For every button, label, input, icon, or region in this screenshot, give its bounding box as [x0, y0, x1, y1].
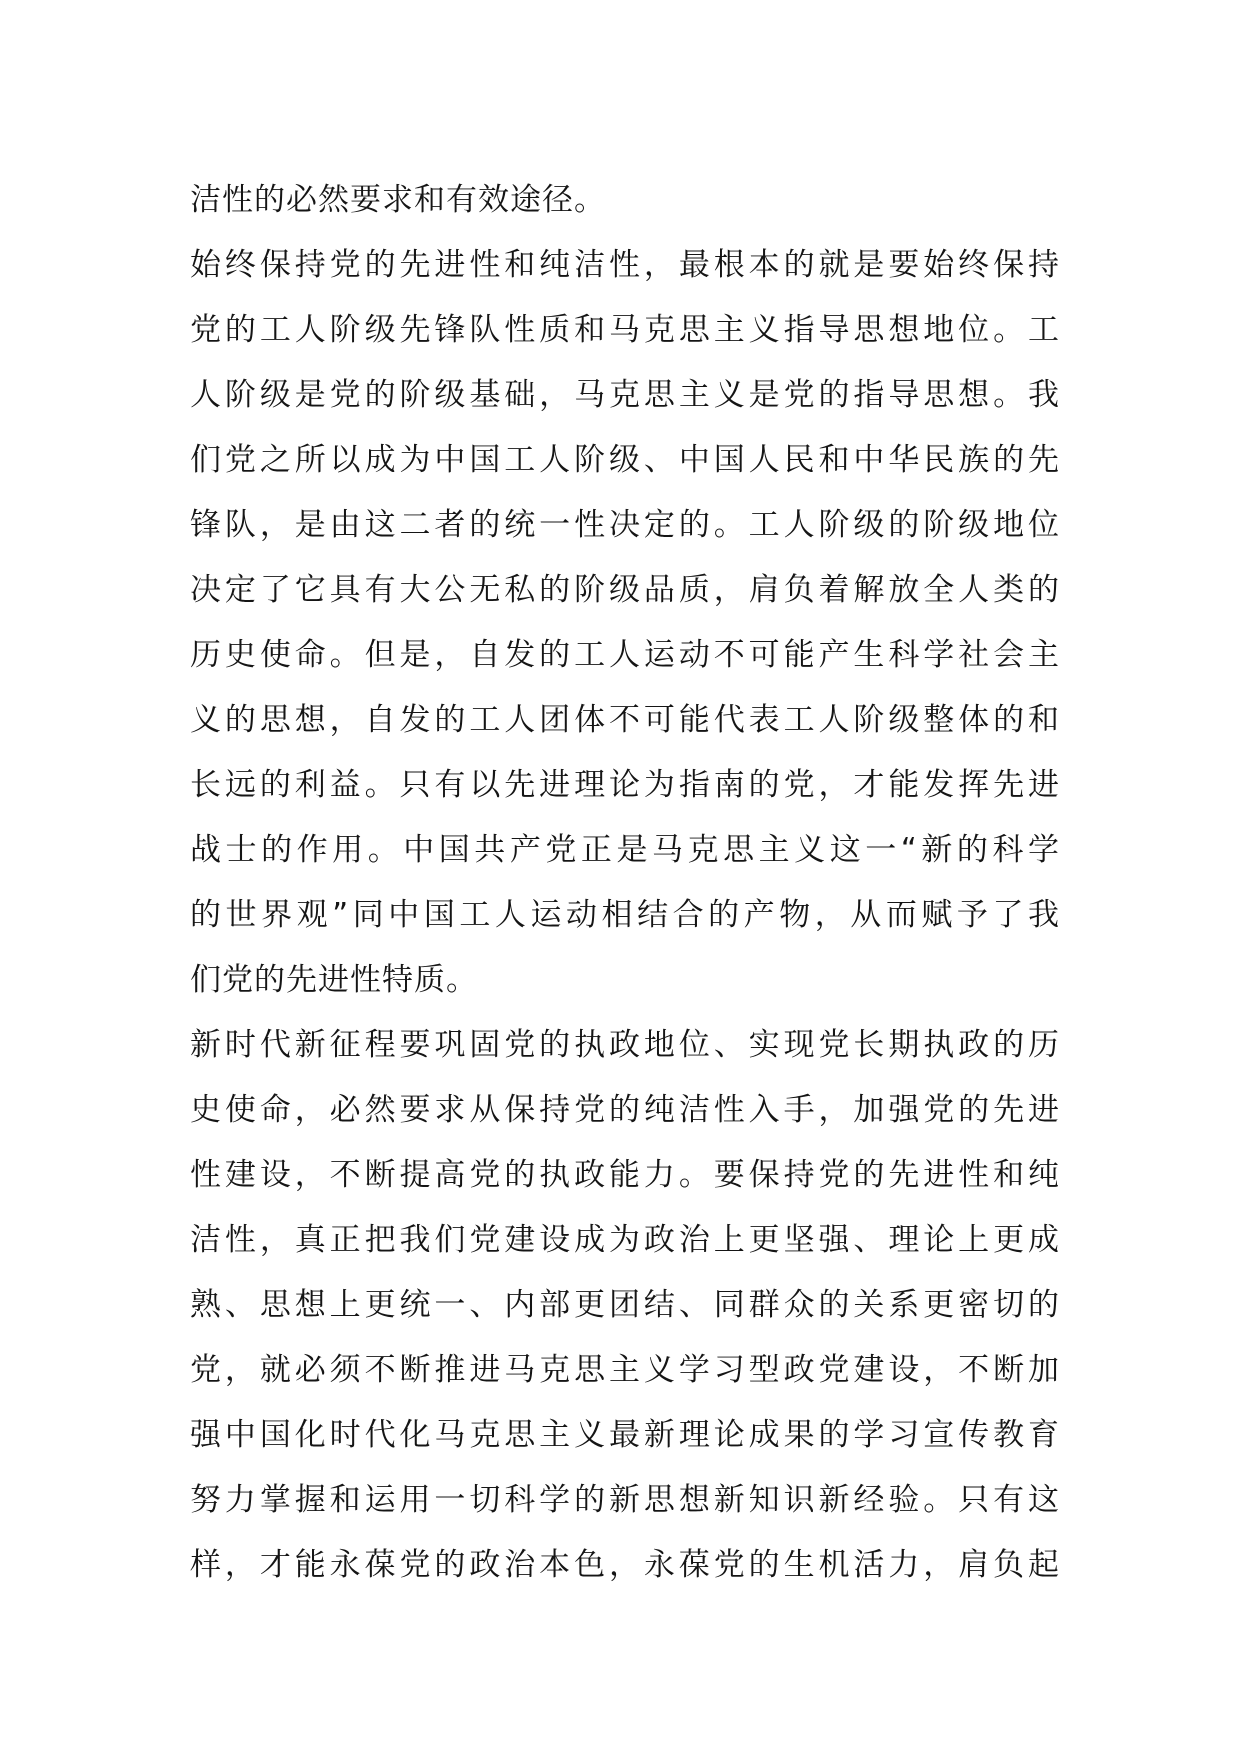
text-line: 们党的先进性特质。: [190, 962, 478, 998]
text-line: 锋队，是由这二者的统一性决定的。工人阶级的阶级地位: [190, 507, 1060, 543]
text-line: 党的工人阶级先锋队性质和马克思主义指导思想地位。工: [190, 312, 1060, 348]
text-line: 洁性的必然要求和有效途径。: [190, 182, 606, 218]
text-line: 长远的利益。只有以先进理论为指南的党，才能发挥先进: [190, 767, 1060, 803]
text-line: 样，才能永葆党的政治本色，永葆党的生机活力，肩负起: [190, 1547, 1060, 1583]
text-line: 性建设，不断提高党的执政能力。要保持党的先进性和纯: [190, 1157, 1060, 1193]
text-line: 的世界观”同中国工人运动相结合的产物，从而赋予了我: [190, 897, 1060, 933]
text-line: 们党之所以成为中国工人阶级、中国人民和中华民族的先: [190, 442, 1060, 478]
text-line: 努力掌握和运用一切科学的新思想新知识新经验。只有这: [190, 1482, 1060, 1518]
text-line: 党，就必须不断推进马克思主义学习型政党建设，不断加: [190, 1352, 1060, 1388]
text-line: 义的思想，自发的工人团体不可能代表工人阶级整体的和: [190, 702, 1060, 738]
text-line: 熟、思想上更统一、内部更团结、同群众的关系更密切的: [190, 1287, 1060, 1323]
text-line: 洁性，真正把我们党建设成为政治上更坚强、理论上更成: [190, 1222, 1060, 1258]
text-line: 历史使命。但是，自发的工人运动不可能产生科学社会主: [190, 637, 1060, 673]
text-line: 战士的作用。中国共产党正是马克思主义这一“新的科学: [190, 832, 1060, 868]
body-text: [190, 168, 1060, 1598]
text-line: 始终保持党的先进性和纯洁性，最根本的就是要始终保持: [190, 247, 1060, 283]
text-line: 人阶级是党的阶级基础，马克思主义是党的指导思想。我: [190, 377, 1060, 413]
text-line: 强中国化时代化马克思主义最新理论成果的学习宣传教育: [190, 1417, 1060, 1453]
text-line: 决定了它具有大公无私的阶级品质，肩负着解放全人类的: [190, 572, 1060, 608]
text-line: 史使命，必然要求从保持党的纯洁性入手，加强党的先进: [190, 1092, 1060, 1128]
text-line: 新时代新征程要巩固党的执政地位、实现党长期执政的历: [190, 1027, 1060, 1063]
